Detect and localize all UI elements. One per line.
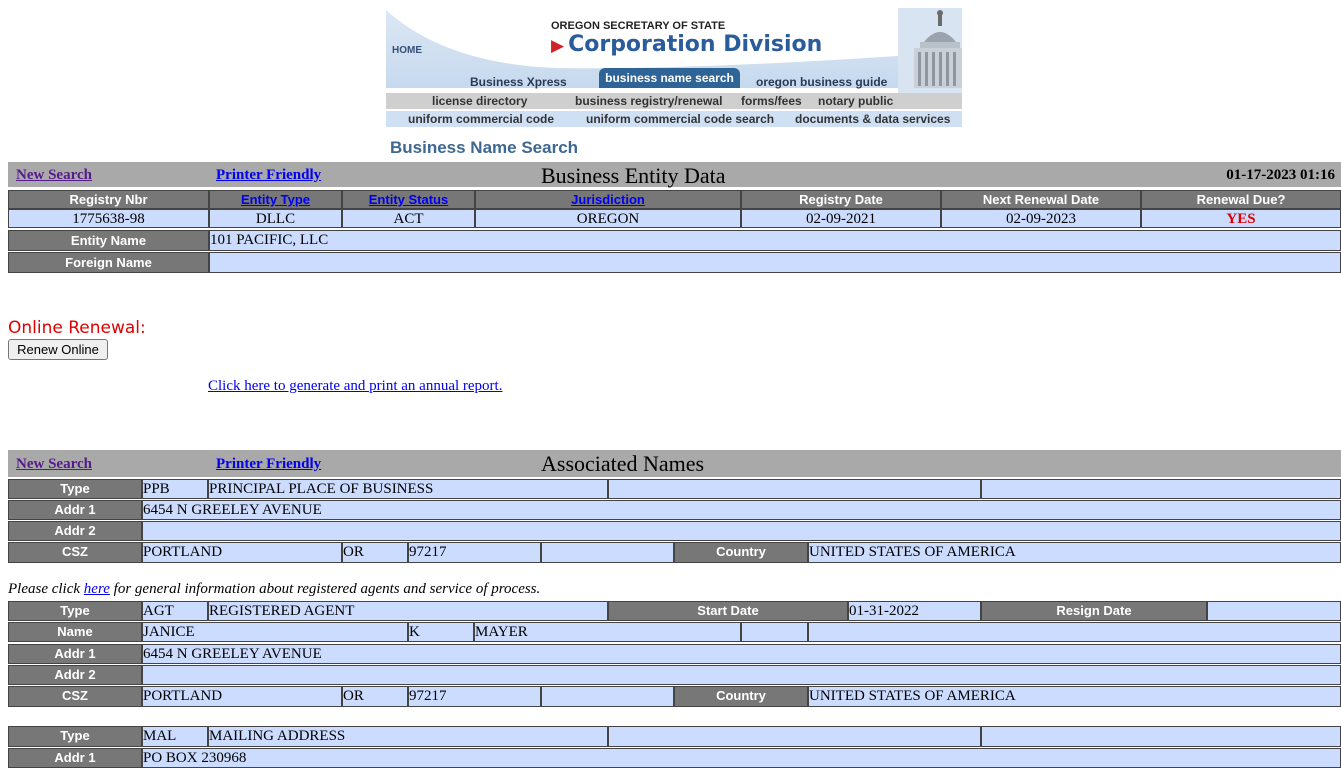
new-search-link[interactable]: New Search: [16, 167, 92, 183]
agent-note-text: Please click: [8, 581, 84, 597]
ppb-addr1-label: Addr 1: [8, 500, 142, 520]
timestamp: 01-17-2023 01:16: [1226, 167, 1335, 183]
next-renewal-date-value: 02-09-2023: [941, 209, 1141, 228]
annual-report-link[interactable]: Click here to generate and print an annual report.: [208, 378, 503, 394]
agt-start-date-value: 01-31-2022: [848, 601, 981, 621]
nav-ucc[interactable]: uniform commercial code: [408, 112, 555, 126]
mal-addr1-label: Addr 1: [8, 748, 142, 768]
agt-csz-label: CSZ: [8, 686, 142, 707]
agt-last-name: MAYER: [474, 622, 741, 642]
entity-name-label: Entity Name: [8, 230, 209, 251]
entity-title-bar: [8, 162, 1341, 187]
agent-info-note: [8, 581, 540, 598]
mal-type-label: Type: [8, 726, 142, 747]
mal-addr1-value: PO BOX 230968: [142, 748, 1341, 768]
nav-forms-fees[interactable]: forms/fees: [741, 94, 802, 108]
agt-addr1-value: 6454 N GREELEY AVENUE: [142, 644, 1341, 664]
agt-start-date-label: Start Date: [608, 601, 848, 621]
entity-status-value: ACT: [342, 209, 475, 228]
printer-friendly-link[interactable]: Printer Friendly: [216, 167, 322, 183]
agt-empty-cell: [808, 622, 1341, 642]
renewal-due-value: YES: [1141, 209, 1341, 228]
agt-resign-date-label: Resign Date: [981, 601, 1207, 621]
nav-license-directory[interactable]: license directory: [432, 94, 528, 108]
col-registry-nbr: Registry Nbr: [8, 190, 209, 209]
col-entity-type: [209, 190, 342, 209]
renew-online-button[interactable]: Renew Online: [8, 339, 108, 360]
agent-note-text: for general information about registered agents and service of process.: [109, 581, 541, 597]
agt-empty-cell: [541, 686, 674, 707]
jurisdiction-link[interactable]: Jurisdiction: [571, 192, 645, 207]
associated-section-title: Associated Names: [541, 451, 705, 476]
nav-ucc-search[interactable]: uniform commercial code search: [586, 112, 775, 126]
agt-empty-cell: [741, 622, 808, 642]
entity-type-value: DLLC: [209, 209, 342, 228]
agt-resign-date-value: [1207, 601, 1341, 621]
ppb-csz-label: CSZ: [8, 542, 142, 563]
col-registry-date: Registry Date: [741, 190, 941, 209]
division-logo: [551, 32, 822, 57]
agt-country-value: UNITED STATES OF AMERICA: [808, 686, 1341, 707]
agt-city: PORTLAND: [142, 686, 342, 707]
ppb-addr2-label: Addr 2: [8, 521, 142, 541]
nav-row-2: [386, 93, 962, 109]
ppb-zip: 97217: [408, 542, 541, 563]
foreign-name-value: [209, 252, 1341, 273]
site-banner: [386, 8, 962, 128]
jurisdiction-value: OREGON: [475, 209, 741, 228]
nav-business-xpress[interactable]: Business Xpress: [470, 75, 567, 89]
nav-documents-data[interactable]: documents & data services: [795, 112, 951, 126]
col-renewal-due: Renewal Due?: [1141, 190, 1341, 209]
mal-type-code: MAL: [142, 726, 208, 747]
associated-new-search-link[interactable]: New Search: [16, 456, 92, 472]
ppb-type-label: Type: [8, 479, 142, 499]
ppb-city: PORTLAND: [142, 542, 342, 563]
agt-type-desc: REGISTERED AGENT: [208, 601, 608, 621]
col-jurisdiction: [475, 190, 741, 209]
col-next-renewal-date: Next Renewal Date: [941, 190, 1141, 209]
nav-business-name-search[interactable]: business name search: [599, 68, 740, 88]
entity-section-title: Business Entity Data: [541, 163, 726, 188]
ppb-empty-cell: [608, 479, 981, 499]
agt-type-label: Type: [8, 601, 142, 621]
ppb-type-code: PPB: [142, 479, 208, 499]
agt-zip: 97217: [408, 686, 541, 707]
associated-printer-friendly-link[interactable]: Printer Friendly: [216, 456, 322, 472]
registry-nbr-value: 1775638-98: [8, 209, 209, 228]
foreign-name-label: Foreign Name: [8, 252, 209, 273]
nav-row-3: [386, 111, 962, 127]
agt-first-name: JANICE: [142, 622, 408, 642]
agt-country-label: Country: [674, 686, 808, 707]
nav-oregon-business-guide[interactable]: oregon business guide: [756, 75, 888, 89]
page-title: Business Name Search: [390, 138, 579, 157]
online-renewal-label: Online Renewal:: [8, 318, 146, 338]
home-link[interactable]: HOME: [392, 45, 422, 56]
ppb-country-label: Country: [674, 542, 808, 563]
arrow-icon: ▶: [551, 36, 565, 56]
agt-state: OR: [342, 686, 408, 707]
mal-empty-cell: [981, 726, 1341, 747]
ppb-state: OR: [342, 542, 408, 563]
registry-date-value: 02-09-2021: [741, 209, 941, 228]
ppb-empty-cell: [541, 542, 674, 563]
associated-title-bar: [8, 450, 1341, 477]
ppb-addr2-value: [142, 521, 1341, 541]
division-name: Corporation Division: [568, 32, 823, 57]
ppb-empty-cell: [981, 479, 1341, 499]
ppb-country-value: UNITED STATES OF AMERICA: [808, 542, 1341, 563]
entity-name-value: 101 PACIFIC, LLC: [209, 230, 1341, 251]
col-entity-status: [342, 190, 475, 209]
agt-addr1-label: Addr 1: [8, 644, 142, 664]
ppb-addr1-value: 6454 N GREELEY AVENUE: [142, 500, 1341, 520]
ppb-type-desc: PRINCIPAL PLACE OF BUSINESS: [208, 479, 608, 499]
agt-type-code: AGT: [142, 601, 208, 621]
mal-empty-cell: [608, 726, 981, 747]
nav-notary-public[interactable]: notary public: [818, 94, 894, 108]
agt-name-label: Name: [8, 622, 142, 642]
agent-info-link[interactable]: here: [83, 581, 110, 597]
entity-type-link[interactable]: Entity Type: [240, 192, 311, 207]
mal-type-desc: MAILING ADDRESS: [208, 726, 608, 747]
nav-business-registry[interactable]: business registry/renewal: [575, 94, 723, 108]
entity-status-link[interactable]: Entity Status: [368, 192, 449, 207]
agt-middle-initial: K: [408, 622, 474, 642]
agt-addr2-label: Addr 2: [8, 665, 142, 685]
agency-name: OREGON SECRETARY OF STATE: [551, 20, 726, 32]
agt-addr2-value: [142, 665, 1341, 685]
capitol-building-icon: [898, 8, 962, 93]
